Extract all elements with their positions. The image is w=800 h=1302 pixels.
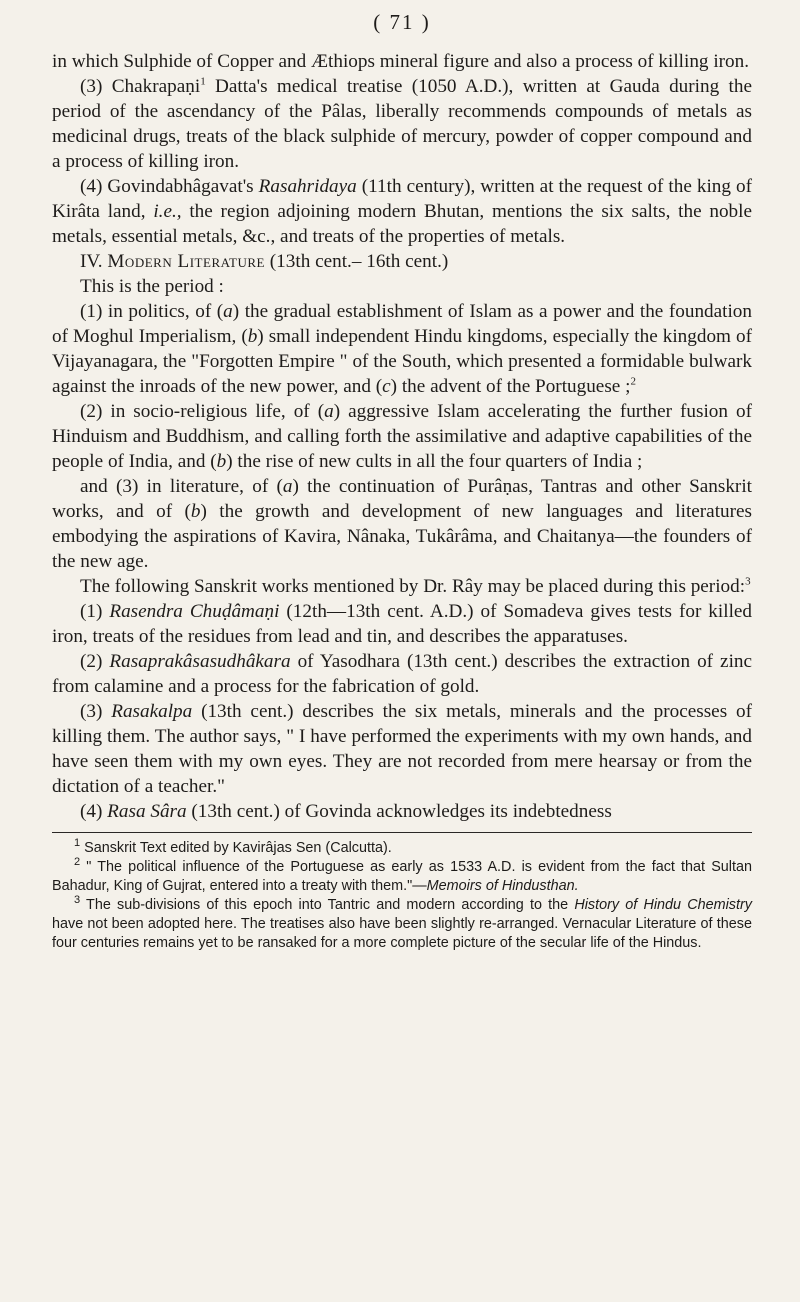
p6-a-i: a <box>324 401 334 422</box>
heading-num: IV. <box>80 251 108 272</box>
page-number: ( 71 ) <box>373 10 431 34</box>
paragraph-sanskrit-works <box>52 574 752 599</box>
footnote-3-title: History of Hindu Chemistry <box>574 897 752 913</box>
paragraph-period <box>52 274 752 299</box>
p10-b: of Yasodhara (13th cent.) describes the extraction of zinc from calamine and a process for the fabrication of gold. <box>52 651 753 697</box>
p11-title: Rasakalpa <box>111 701 193 722</box>
p3-ie: i.e., <box>153 201 182 222</box>
p12-b: (13th cent.) of Govinda acknowledges its indebtedness <box>186 801 612 822</box>
footnote-2-num: 2 <box>74 856 81 869</box>
p1-text: in which Sulphide of Copper and Æthiops mineral figure and also a process of killing iron. <box>52 51 750 72</box>
footnote-1-text: Sanskrit Text edited by Kavirâjas Sen (Calcutta). <box>80 840 392 856</box>
p10-a: (2) <box>80 651 110 672</box>
footnote-divider <box>52 832 752 833</box>
footnote-1-num: 1 <box>74 837 81 850</box>
p2-text: Datta's medical treatise (1050 A.D.), written at Gauda during the period of the ascendancy of the Pâlas, liberally recommends compounds of metals as medicinal drugs, treats of the black sulphide of mercury, powder of copper compound and a process of killing iron. <box>52 76 752 172</box>
footnote-ref-2: 2 <box>630 375 636 388</box>
p6-c: ) the rise of new cults in all the four quarters of India ; <box>226 451 643 472</box>
p8-text: The following Sanskrit works mentioned by Dr. Rây may be placed during this period: <box>80 576 746 597</box>
p11-b: (13th cent.) describes the six metals, minerals and the processes of killing them. The author says, " I have performed the experiments with my own hands, and have seen them with my own eyes. They are not recorded from mere hearsay or from the dictation of a teacher." <box>52 701 752 797</box>
footnote-2-text: " The political influence of the Portuguese as early as 1533 A.D. is evident from the fact that Sultan Bahadur, King of Gujrat, entered into a treaty with them."— <box>52 859 752 894</box>
heading-title: Modern Literature <box>107 251 265 272</box>
p6-b: ) aggressive Islam accelerating the further fusion of Hinduism and Buddhism, and calling forth the assimilative and adaptive capabilities of the people of India, and ( <box>52 401 752 472</box>
paragraph-work-1 <box>52 599 752 649</box>
paragraph-work-4 <box>52 799 752 824</box>
p12-title: Rasa Sâra <box>107 801 187 822</box>
footnotes <box>52 839 752 953</box>
paragraph-work-2 <box>52 649 752 699</box>
p3-b: (11th century), written at the request of the king of Kirâta land, <box>52 176 752 222</box>
body-text <box>52 49 752 824</box>
p7-c: ) the growth and development of new languages and literatures embodying the aspirations of Kavira, Nânaka, Tukârâma, and Chaitanya—the founders of the new age. <box>52 501 752 572</box>
paragraph-chakrapani <box>52 74 752 174</box>
footnote-ref-1: 1 <box>200 75 206 88</box>
p6-a: (2) in socio-religious life, of ( <box>80 401 325 422</box>
p4-text: This is the period : <box>80 276 224 297</box>
paragraph-literature <box>52 474 752 574</box>
footnote-3-num: 3 <box>74 894 81 907</box>
p5-d: ) the advent of the Portuguese ; <box>390 376 631 397</box>
p12-a: (4) <box>80 801 108 822</box>
paragraph-politics <box>52 299 752 399</box>
paragraph-govinda <box>52 174 752 249</box>
p11-a: (3) <box>80 701 112 722</box>
p3-title: Rasahridaya <box>258 176 357 197</box>
p5-c-i: c <box>382 376 391 397</box>
p5-a-i: a <box>223 301 233 322</box>
footnote-1 <box>52 839 752 858</box>
p5-c: ) small independent Hindu kingdoms, especially the kingdom of Vijayanagara, the "Forgotten Empire " of the South, which presented a formidable bulwark against the inroads of the new power, and ( <box>52 326 752 397</box>
p7-a: and (3) in literature, of ( <box>80 476 283 497</box>
footnote-3-b: have not been adopted here. The treatises also have been slightly re-arranged. Vernacular Literature of these four centuries remains yet to be ransaked for a more complete picture of the secular life of the Hindus. <box>52 916 752 951</box>
paragraph-continuation <box>52 49 752 74</box>
p9-b: (12th—13th cent. A.D.) of Somadeva gives tests for killed iron, treats of the residues from lead and tin, and describes the apparatuses. <box>52 601 753 647</box>
section-heading <box>52 249 752 274</box>
p9-title: Rasendra Chuḍâmaṇi <box>109 601 280 622</box>
p9-a: (1) <box>80 601 110 622</box>
footnote-2-title: Memoirs of Hindusthan. <box>426 878 579 894</box>
footnote-ref-3: 3 <box>745 575 751 588</box>
p7-b: ) the continuation of Purâṇas, Tantras and other Sanskrit works, and of ( <box>52 476 752 522</box>
p3-a: (4) Govindabhâgavat's <box>80 176 259 197</box>
p3-c: the region adjoining modern Bhutan, mentions the six salts, the noble metals, essential metals, &c., and treats of the properties of metals. <box>52 201 753 247</box>
footnote-3-a: The sub-divisions of this epoch into Tantric and modern according to the <box>80 897 575 913</box>
p6-b-i: b <box>216 451 227 472</box>
paragraph-work-3 <box>52 699 752 799</box>
p10-title: Rasaprakâsasudhâkara <box>109 651 291 672</box>
heading-dates: (13th cent.– 16th cent.) <box>265 251 449 272</box>
p5-a: (1) in politics, of ( <box>80 301 224 322</box>
p2-lead: (3) Chakrapaṇi <box>80 76 201 97</box>
footnote-3 <box>52 896 752 953</box>
footnote-2 <box>52 858 752 896</box>
p5-b: ) the gradual establishment of Islam as a power and the foundation of Moghul Imperialism, ( <box>52 301 752 347</box>
p7-b-i: b <box>190 501 201 522</box>
p5-b-i: b <box>247 326 258 347</box>
p7-a-i: a <box>282 476 293 497</box>
paragraph-socio-religious <box>52 399 752 474</box>
